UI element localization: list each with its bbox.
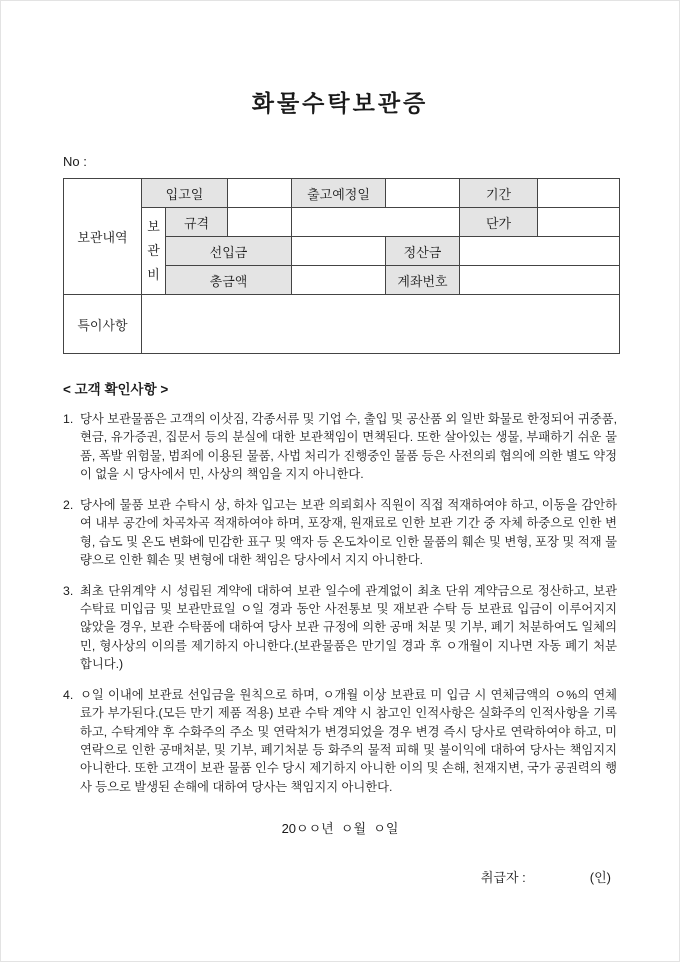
cell-in-date-value <box>228 179 292 208</box>
handler-label: 취급자 : <box>480 870 526 886</box>
cell-settlement-label: 정산금 <box>386 237 460 266</box>
table-row <box>64 179 620 208</box>
signature-row <box>63 867 617 886</box>
cell-advance-payment-label: 선입금 <box>166 237 292 266</box>
fee-char: 비 <box>147 267 160 282</box>
seal-label: (인) <box>589 870 611 886</box>
fee-char: 보 <box>147 219 160 234</box>
cell-unit-price-label: 단가 <box>460 208 538 237</box>
cell-period-value <box>538 179 620 208</box>
cell-total-amount-label: 총금액 <box>166 266 292 295</box>
cell-account-number-label: 계좌번호 <box>386 266 460 295</box>
cell-special-notes-label: 특이사항 <box>64 295 142 354</box>
cell-storage-fee-label <box>142 208 166 295</box>
no-label: No : <box>63 154 87 169</box>
document-date: 20ㅇㅇ년 ㅇ월 ㅇ일 <box>281 821 399 837</box>
cell-account-number-value <box>460 266 620 295</box>
cell-storage-details-label: 보관내역 <box>64 179 142 295</box>
table-row <box>64 295 620 354</box>
term-item-2 <box>63 496 617 570</box>
fee-char: 관 <box>147 243 160 258</box>
term-number: 3. <box>63 583 74 598</box>
cell-advance-payment-value <box>292 237 386 266</box>
cell-settlement-value <box>460 237 620 266</box>
cell-period-label: 기간 <box>460 179 538 208</box>
term-number: 2. <box>63 497 74 512</box>
storage-form-table <box>63 178 620 354</box>
term-number: 4. <box>63 687 74 702</box>
cell-unit-price-value <box>538 208 620 237</box>
cell-row2-blank <box>292 208 460 237</box>
term-item-3 <box>63 582 617 674</box>
cell-out-date-label: 출고예정일 <box>292 179 386 208</box>
term-text: ㅇ일 이내에 보관료 선입금을 원칙으로 하며, ㅇ개월 이상 보관료 미 입금 시 연체금액의 ㅇ%의 연체료가 부가된다.(모든 만기 제품 적용) 보관 수탁 계약 시 참고인 인적사항은 실화주의 인적사항을 기록하고, 수탁계약 후 수화주의 주소 및 연락처가 변경되었을 경우 변경 즉시 당사로 연락하여야 하고, 미 연락으로 인한 공매처분, 및 기부, 폐기처분 등 화주의 물적 피해 및 불이익에 대하여 당사는 책임지지 아니한다. 또한 고객이 보관 물품 인수 당시 제기하지 아니한 이의 및 손해, 천재지변, 국가 공권력의 행사 등으로 발생된 손해에 대하여 당사는 책임지지 아니한다. <box>80 687 617 794</box>
term-item-4 <box>63 686 617 797</box>
cell-special-notes-value <box>142 295 620 354</box>
cell-spec-value <box>228 208 292 237</box>
cell-spec-label: 규격 <box>166 208 228 237</box>
terms-heading: < 고객 확인사항 > <box>63 382 169 397</box>
term-number: 1. <box>63 412 74 426</box>
document-title: 화물수탁보관증 <box>251 91 429 116</box>
term-item-1 <box>63 410 617 484</box>
term-text: 최초 단위계약 시 성립된 계약에 대하여 보관 일수에 관계없이 최초 단위 계약금으로 정산하고, 보관 수탁료 미입금 및 보관만료일 ㅇ일 경과 동안 사전통보 및 재보관 수탁 등 보관료 입금이 이루어지지 않았을 경우, 보관 수탁품에 대하여 당사 보관 규정에 의한 공매 처분 및 기부, 폐기 처분하여도 일체의 민, 형사상의 이의를 제기하지 아니한다.(보관물품은 만기일 경과 후 ㅇ개월이 지나면 자동 폐기 처분합니다.) <box>80 583 618 672</box>
term-text: 당사 보관물품은 고객의 이삿짐, 각종서류 및 기업 수, 출입 및 공산품 외 일반 화물로 한정되어 귀중품, 현금, 유가증권, 집문서 등의 분실에 대한 보관책임이 면책된다. 또한 살아있는 생물, 부패하기 쉬운 물품, 폭발 위험물, 범죄에 이용된 물품, 사법 처리가 진행중인 물품 등은 사전의뢰 협의에 의한 별도 약정이 없을 시 당사에서 민, 사상의 책임을 지지 아니한다. <box>80 412 617 482</box>
table-row <box>64 208 620 237</box>
term-text: 당사에 물품 보관 수탁시 상, 하차 입고는 보관 의뢰회사 직원이 직접 적재하여야 하고, 이동을 감안하여 내부 공간에 차곡차곡 적재하여야 하며, 포장재, 원재료로 인한 보관 기간 중 자체 하중으로 인한 변형, 습도 및 온도 변화에 민감한 표구 및 액자 등 온도차이로 인한 물품의 훼손 및 변형, 포장 및 적재 물량으로 인한 훼손 및 변형에 대한 책임은 당사에서 지지 아니한다. <box>80 497 617 568</box>
cell-total-amount-value <box>292 266 386 295</box>
cell-out-date-value <box>386 179 460 208</box>
cell-in-date-label: 입고일 <box>142 179 228 208</box>
